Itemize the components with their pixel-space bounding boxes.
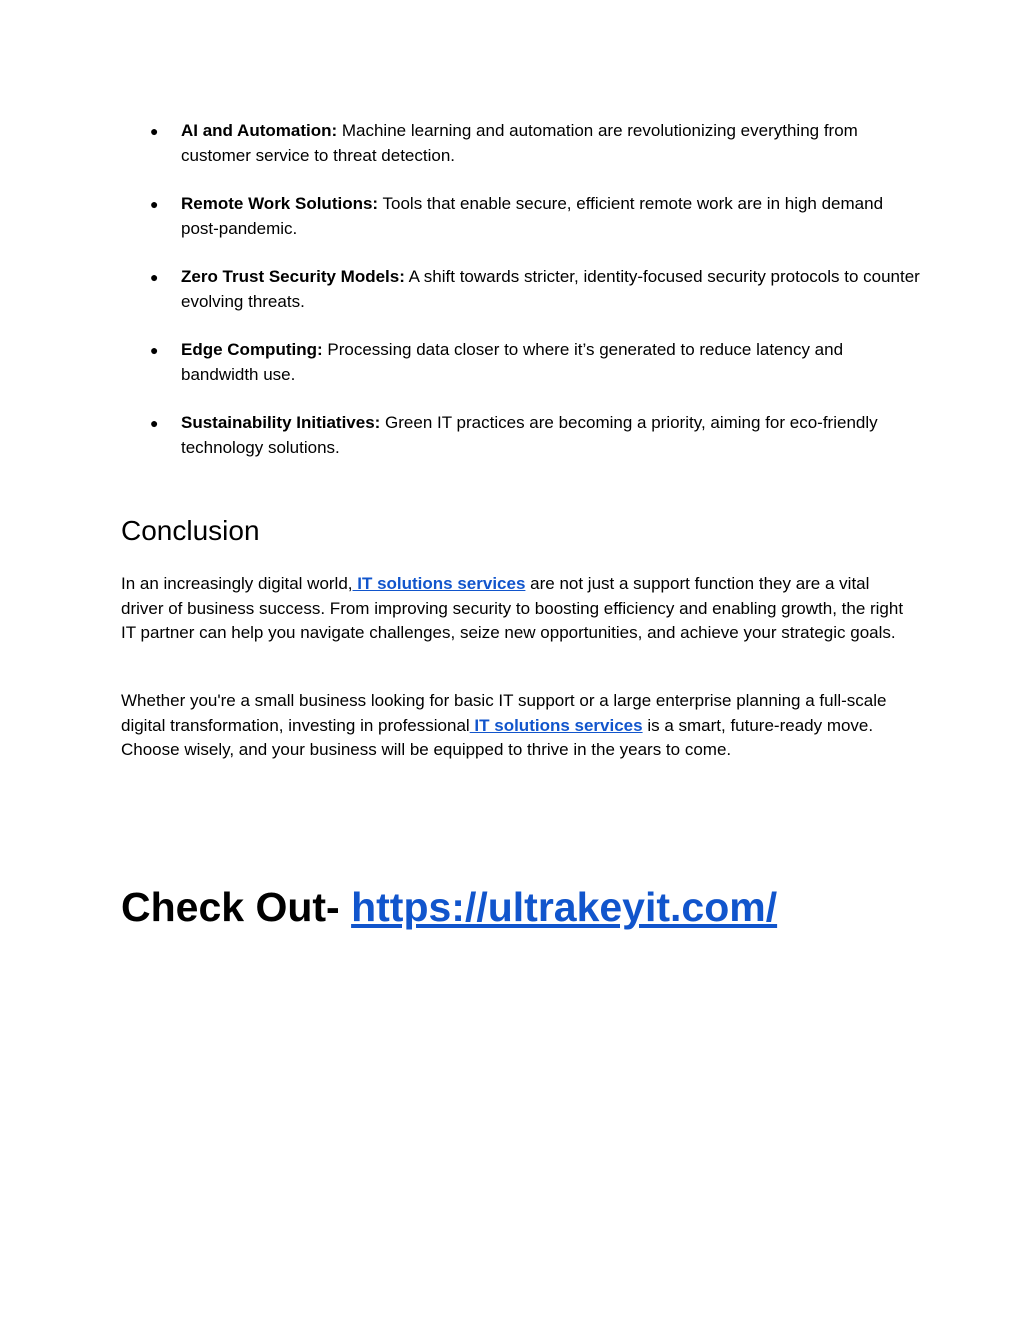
bullet-icon: ● — [150, 342, 159, 358]
list-item — [150, 411, 920, 460]
trends-list — [150, 119, 920, 484]
it-solutions-link[interactable]: IT solutions services — [352, 574, 526, 593]
bullet-icon: ● — [150, 196, 159, 212]
bullet-icon: ● — [150, 123, 159, 139]
paragraph-text: are not just a support function they are a vital driver of business success. From improving security to boosting efficiency and enabling growth, the right IT partner can help you navigate challenges, seize new opportunities, and achieve your strategic goals. — [121, 574, 904, 642]
trend-text: Processing data closer to where it’s generated to reduce latency and bandwidth use. — [181, 340, 844, 384]
paragraph-text: In an increasingly digital world, — [121, 574, 353, 593]
trend-text: Tools that enable secure, efficient remote work are in high demand post-pandemic. — [181, 194, 884, 238]
conclusion-paragraph-2 — [121, 689, 911, 763]
list-item — [150, 192, 920, 241]
list-item — [150, 265, 920, 314]
trend-term: Remote Work Solutions: — [181, 194, 379, 213]
trend-term: AI and Automation: — [181, 121, 338, 140]
check-out-heading — [121, 881, 777, 933]
trend-term: Sustainability Initiatives: — [181, 413, 381, 432]
trend-term: Edge Computing: — [181, 340, 323, 359]
trend-text: A shift towards stricter, identity-focused security protocols to counter evolving threats. — [181, 267, 920, 311]
check-out-label: Check Out- — [121, 884, 352, 930]
it-solutions-link[interactable]: IT solutions services — [469, 715, 643, 735]
list-item — [150, 119, 920, 168]
trend-term: Zero Trust Security Models: — [181, 267, 405, 286]
conclusion-heading: Conclusion — [121, 515, 260, 546]
trend-text: Machine learning and automation are revolutionizing everything from customer service to threat detection. — [181, 121, 858, 165]
paragraph-text: Whether you're a small business looking for basic IT support or a large enterprise planning a full-scale digital transformation, investing in professional — [121, 691, 887, 735]
conclusion-paragraph-1 — [121, 572, 911, 646]
website-link[interactable]: https://ultrakeyit.com/ — [351, 884, 778, 930]
paragraph-text: is a smart, future-ready move. Choose wisely, and your business will be equipped to thrive in the years to come. — [121, 715, 874, 759]
trend-text: Green IT practices are becoming a priority, aiming for eco-friendly technology solutions. — [181, 413, 878, 457]
bullet-icon: ● — [150, 269, 159, 285]
list-item — [150, 338, 920, 387]
bullet-icon: ● — [150, 415, 159, 431]
